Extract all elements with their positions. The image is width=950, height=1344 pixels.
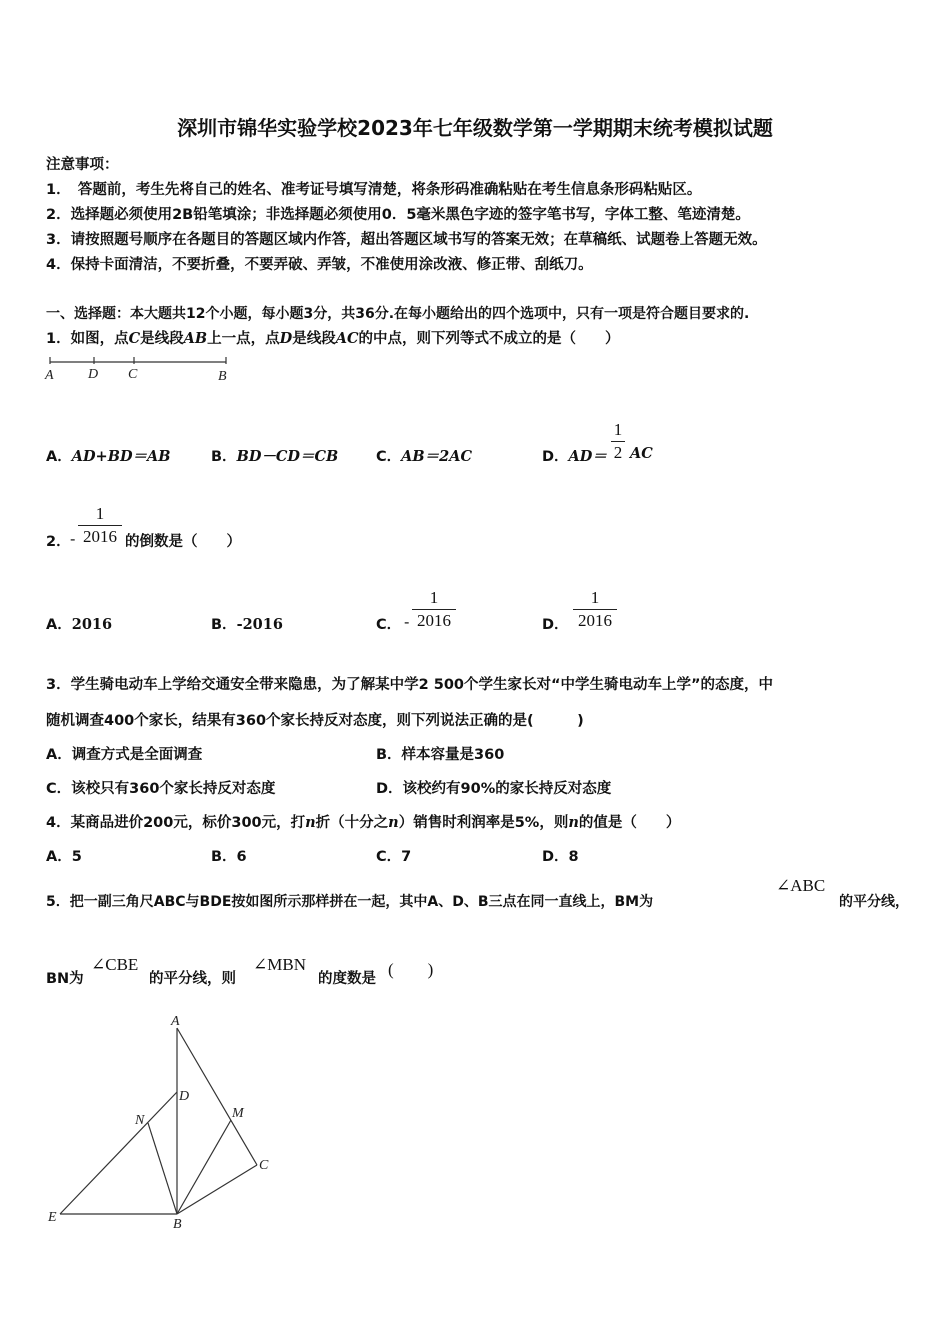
line-e-d [60,1092,177,1214]
q3-option-d: D．该校约有90%的家长持反对态度 [376,781,612,797]
q5-line-1-end: 的平分线， [839,894,909,910]
q5-label-a: A [171,1014,180,1029]
q4-var-n: n [388,814,399,831]
q2-option-b-label: B． [211,617,237,633]
q5-line-2b: 的平分线，则 [149,971,236,987]
line-b-n [148,1123,177,1214]
q5-triangle-figure [40,1008,290,1238]
q4-option-d: D．8 [542,849,579,865]
notice-item-2: 2．选择题必须使用2B铅笔填涂；非选择题必须使用0．5毫米黑色字迹的签字笔书写，字体工整、笔迹清楚。 [46,207,750,223]
q2-fraction [78,504,122,547]
notice-item-3: 3．请按照题号顺序在各题目的答题区域内作答，超出答题区域书写的答案无效；在草稿纸、试题卷上答题无效。 [46,232,767,248]
q5-label-e: E [48,1210,57,1225]
q2-minus: - [70,529,76,548]
question-4 [46,811,680,832]
q5-label-n: N [135,1113,145,1128]
q5-label-m: M [232,1106,244,1121]
q1-text-4: 是线段 [292,331,336,347]
fraction-bar [573,609,617,610]
q2-option-a-text: 2016 [71,616,113,633]
q1-option-c [376,445,472,466]
section-heading: 一、选择题：本大题共12个小题，每小题3分，共36分.在每小题给出的四个选项中，只有一项是符合题目要求的. [46,306,750,322]
q1-label-a: A [45,368,54,383]
fraction-denominator: 2 [613,443,623,462]
q4-option-b: B．6 [211,849,247,865]
q5-line-1: 5．把一副三角尺ABC与BDE按如图所示那样拼在一起，其中A、D、B三点在同一直线上，BM为 [46,894,654,910]
q1-option-d-post: AC [630,445,653,462]
page-title: 深圳市锦华实验学校2023年七年级数学第一学期期末统考模拟试题 [177,116,773,140]
fraction-denominator: 2016 [578,611,612,630]
q4-text-3: ）销售时利润率是5%，则 [398,815,569,831]
q1-label-c: C [128,367,138,382]
fraction-denominator: 2016 [417,611,451,630]
q2-option-b [211,613,283,634]
q4-var-n: n [305,814,316,831]
q1-label-d: D [88,367,99,382]
q1-var-ab: AB [183,330,208,347]
q5-angle-cbe: ∠CBE [91,955,139,974]
q1-option-d [542,445,607,466]
q2-option-c-fraction [412,588,456,631]
q1-option-b-label: B． [211,449,237,465]
fraction-bar [78,525,122,526]
q3-line-1: 3．学生骑电动车上学给交通安全带来隐患，为了解某中学2 500个学生家长对“中学生骑电动车上学”的态度，中 [46,677,774,693]
q1-text-5: 的中点，则下列等式不成立的是（ ） [358,331,620,347]
q2-option-d-label: D． [542,617,569,633]
q2-option-a [46,613,112,634]
q1-label-b: B [218,369,227,384]
q5-label-d: D [179,1089,190,1104]
q1-segment-figure [40,352,240,386]
q1-option-d-fraction [611,420,625,463]
q5-label-b: B [173,1217,182,1232]
q3-option-a: A．调查方式是全面调查 [46,747,203,763]
q1-text-1: 1．如图，点 [46,331,129,347]
q4-text-4: 的值是（ ） [578,815,681,831]
notice-item-4: 4．保持卡面清洁，不要折叠，不要弄破、弄皱，不准使用涂改液、修正带、刮纸刀。 [46,257,593,273]
q5-line-2c: 的度数是 [318,971,376,987]
fraction-denominator: 2016 [83,527,117,546]
q1-option-a-text: AD+BD＝AB [71,448,171,465]
q2-option-d-fraction [573,588,617,631]
fraction-numerator: 1 [95,504,105,523]
q1-option-b-text: BD－CD＝CB [236,448,339,465]
fraction-numerator: 1 [590,588,600,607]
q3-line-2: 随机调查400个家长，结果有360个家长持反对态度，则下列说法正确的是( ) [46,713,584,729]
q1-var-c: C [128,330,141,347]
q4-option-a: A．5 [46,849,82,865]
q2-option-a-label: A． [46,617,72,633]
q4-text-2: 折（十分之 [315,815,389,831]
q5-answer-paren: ( ) [388,960,434,979]
q1-option-d-label: D． [542,449,569,465]
q2-option-b-text: -2016 [236,616,283,633]
q2-number: 2． [46,534,71,550]
q1-option-d-pre: AD＝ [568,448,607,465]
question-1 [46,327,620,348]
q3-option-c: C．该校只有360个家长持反对态度 [46,781,276,797]
q5-line-2a: BN为 [46,971,84,987]
q1-option-a [46,445,171,466]
q1-text-3: 上一点，点 [207,331,280,347]
q1-option-b [211,445,338,466]
fraction-numerator: 1 [613,420,623,439]
q5-angle-abc: ∠ABC [776,876,826,895]
q3-option-b: B．样本容量是360 [376,747,505,763]
line-c-b [177,1165,257,1214]
q1-text-2: 是线段 [140,331,184,347]
q2-text: 的倒数是（ ） [125,534,241,550]
notice-item-1: 1． 答题前，考生先将自己的姓名、准考证号填写清楚，将条形码准确粘贴在考生信息条形码粘贴区。 [46,182,702,198]
q4-var-n: n [568,814,579,831]
q1-option-c-label: C． [376,449,402,465]
fraction-bar [412,609,456,610]
q2-option-c-label: C． [376,617,402,633]
q5-label-c: C [259,1158,269,1173]
notice-heading: 注意事项： [46,157,119,173]
q1-var-ac: AC [335,330,359,347]
q2-option-c-minus: - [404,612,410,631]
q4-option-c: C．7 [376,849,412,865]
q1-option-c-text: AB＝2AC [401,448,473,465]
q1-var-d: D [279,330,293,347]
fraction-bar [611,441,625,442]
fraction-numerator: 1 [429,588,439,607]
q5-angle-mbn: ∠MBN [253,955,306,974]
q4-text-1: 4．某商品进价200元，标价300元，打 [46,815,306,831]
q1-option-a-label: A． [46,449,72,465]
line-b-m [177,1120,231,1214]
